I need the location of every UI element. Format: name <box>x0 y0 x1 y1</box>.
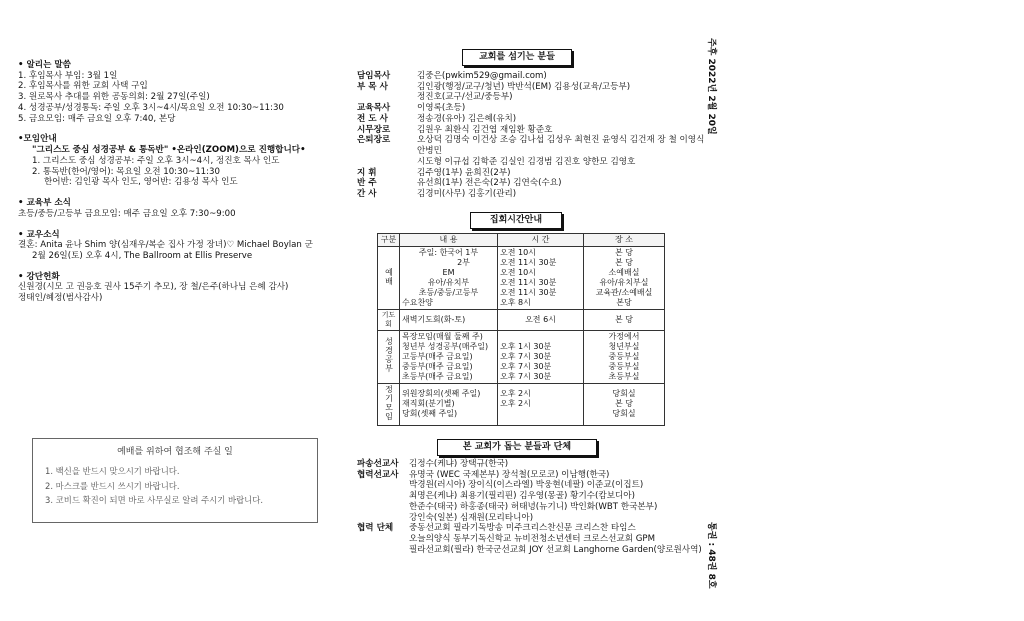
meeting-place: 당회실 <box>612 389 636 398</box>
mission-value: 중동선교회 필라기독방송 미주크리스찬신문 크리스찬 타임스 <box>409 523 636 534</box>
announcement-line: 3. 원로목사 추대를 위한 공동의회: 2월 27일(주일) <box>18 92 210 103</box>
schedule-header: 장 소 <box>584 234 665 247</box>
mission-label <box>357 545 409 556</box>
staff-value: 김원우 최환식 김건엽 재임환 황준호 <box>417 124 553 135</box>
growth-place: 초등부실 <box>608 371 640 381</box>
mission-label <box>357 502 409 513</box>
altar-flowers-section <box>18 272 338 304</box>
announcement-line: 2. 후임목사를 위한 교회 사택 구입 <box>18 81 148 92</box>
schedule-row-meetings <box>378 383 665 425</box>
growth-time: 오후 1시 30분 <box>500 341 552 351</box>
staff-row <box>357 146 687 157</box>
staff-label <box>357 157 417 168</box>
worship-place: 교육관/소예배실 <box>595 288 653 297</box>
mission-row <box>357 459 687 470</box>
growth-time: 오후 7시 30분 <box>500 351 552 361</box>
growth-content: 초등부(매주 금요일) <box>402 371 473 381</box>
meeting-line: 1. 그리스도 중심 성경공부: 주일 오후 3시~4시, 정진호 목사 인도 <box>32 155 280 166</box>
meetings-section <box>18 134 338 188</box>
worship-content: 수요찬양 <box>402 298 433 307</box>
meeting-place: 본 당 <box>615 399 633 408</box>
staff-row <box>357 114 687 125</box>
staff-label: 전 도 사 <box>357 113 388 124</box>
category-label: 정기모임 <box>384 384 394 421</box>
staff-value: 안병민 <box>417 146 442 157</box>
section-title: • 알리는 말씀 <box>18 60 71 70</box>
worship-content: 주일: 한국어 1부 <box>418 248 479 257</box>
mission-value: 유명국 (WEC 국제본부) 장석철(모로코) 이남행(한국) <box>409 469 610 480</box>
issue-number: 통권 : 48권 8호 <box>706 522 716 589</box>
mission-value: 필라선교회(필라) 한국군선교회 JOY 선교회 Langhorne Garden(양로원사역) <box>409 544 702 555</box>
mission-label <box>357 534 409 545</box>
meeting-time <box>500 409 581 419</box>
growth-content: 청년부 성경공부(매주일) <box>402 341 489 351</box>
worship-time: 오후 8시 <box>500 298 531 307</box>
schedule-row-worship <box>378 247 665 310</box>
schedule-table <box>377 233 665 426</box>
worship-place: 본 당 <box>615 258 633 267</box>
mission-row <box>357 480 687 491</box>
announcements-section <box>18 60 338 124</box>
education-line: 초등/중등/고등부 금요모임: 매주 금요일 오후 7:30~9:00 <box>18 208 236 219</box>
category-label: 예배 <box>384 267 394 286</box>
meeting-line: 한어반: 김인광 목사 인도, 영어반: 김용성 목사 인도 <box>44 177 238 188</box>
staff-value: 김중은(pwkim529@gmail.com) <box>417 71 547 81</box>
schedule-header: 구분 <box>378 234 400 247</box>
staff-value: 유선희(1부) 전은숙(2부) 김연숙(수요) <box>417 178 562 189</box>
staff-label: 간 사 <box>357 189 377 200</box>
staff-row <box>357 103 687 114</box>
mission-value: 오늘의양식 동부기독신학교 뉴비전청소년센터 크로스선교회 GPM <box>409 534 656 545</box>
mission-label <box>357 513 409 524</box>
worship-time: 오전 11시 30분 <box>500 258 557 267</box>
staff-label: 교육목사 <box>357 103 391 114</box>
staff-row <box>357 189 687 200</box>
schedule-row-prayer <box>378 310 665 331</box>
meeting-time: 오후 2시 <box>500 389 531 398</box>
staff-row <box>357 178 687 189</box>
staff-label <box>357 92 417 103</box>
staff-list <box>357 71 705 200</box>
growth-time: 오후 7시 30분 <box>500 371 552 381</box>
announcements-column <box>18 60 338 314</box>
announcement-line: 5. 금요모임: 매주 금요일 오후 7:40, 본당 <box>18 113 176 124</box>
staff-value: 이영록(초등) <box>417 103 466 114</box>
worship-place: 본 당 <box>615 248 633 257</box>
mission-label: 협력 단체 <box>357 523 394 534</box>
staff-value: 김경미(사무) 김홍기(관리) <box>417 189 517 200</box>
worship-content: 유아/유치부 <box>427 278 470 287</box>
meeting-content: 위원장회의(셋째 주일) <box>402 389 481 398</box>
covid-notice-box <box>32 438 318 523</box>
member-news-section <box>18 230 338 262</box>
mission-title: 본 교회가 돕는 분들과 단체 <box>437 439 597 456</box>
mission-value: 김정수(케냐) 장택규(한국) <box>409 459 509 469</box>
staff-row <box>357 125 687 136</box>
staff-row <box>357 157 687 168</box>
growth-place: 중등부실 <box>608 351 640 361</box>
mission-row <box>357 491 687 502</box>
staff-label: 은퇴장로 <box>357 135 391 146</box>
mission-value: 강인숙(일본) 심재원(모리타니아) <box>409 512 534 523</box>
mission-row <box>357 513 687 524</box>
staff-value: 김인광(행정/교구/청년) 박반석(EM) 김용성(교육/고등부) <box>417 81 631 92</box>
member-news-line: 2월 26일(토) 오후 4시, The Ballroom at Ellis Preserve <box>32 251 253 262</box>
meeting-place: 당회실 <box>612 409 636 418</box>
notice-item: 1. 백신을 반드시 맞으시기 바랍니다. <box>45 466 180 477</box>
staff-label: 담임목사 <box>357 71 391 81</box>
mission-list <box>357 459 702 556</box>
staff-label: 반 주 <box>357 178 377 189</box>
worship-content: EM <box>442 268 455 277</box>
worship-time: 오전 11시 30분 <box>500 278 557 287</box>
growth-place: 중등부실 <box>608 361 640 371</box>
notice-title: 예배를 위하여 협조해 주실 일 <box>117 447 233 457</box>
staff-title: 교회를 섬기는 분들 <box>462 49 572 66</box>
section-title: • 교우소식 <box>18 229 60 240</box>
meeting-content: 재직회(분기별) <box>402 399 455 408</box>
worship-content: 초등/중등/고등부 <box>418 288 479 297</box>
section-title: • 강단헌화 <box>18 271 60 282</box>
category-label: 기도회 <box>378 310 400 331</box>
staff-value: 정진호(교구/선교/중등부) <box>417 92 513 103</box>
schedule-header-row <box>378 234 665 247</box>
staff-row <box>357 135 705 146</box>
meeting-time: 오후 2시 <box>500 399 531 408</box>
notice-item: 3. 코비드 확진이 되면 바로 사무실로 알려 주시기 바랍니다. <box>45 495 264 506</box>
schedule-title: 집회시간안내 <box>470 212 562 229</box>
staff-row <box>357 92 687 103</box>
worship-place: 유아/유치부실 <box>599 278 649 287</box>
growth-place: 가정에서 <box>608 331 640 341</box>
category-label: 성경공부 <box>384 337 394 373</box>
growth-content: 목장모임(매월 둘째 주) <box>402 331 483 341</box>
announcement-line: 4. 성경공부/성경통독: 주일 오후 3시~4시/목요일 오전 10:30~11:30 <box>18 102 284 113</box>
education-section <box>18 198 338 219</box>
staff-label <box>357 146 417 157</box>
staff-row <box>357 168 687 179</box>
worship-place: 소예배실 <box>608 268 640 277</box>
meeting-line: "그리스도 중심 성경공부 & 통독반" •온라인(ZOOM)으로 진행합니다• <box>32 145 306 156</box>
worship-time: 오전 10시 <box>500 248 536 257</box>
meeting-content: 당회(셋째 주일) <box>402 409 458 418</box>
meeting-line: 2. 통독반(한어/영어): 목요일 오전 10:30~11:30 <box>32 166 220 177</box>
bulletin-date: 주후 2022년 2월 20일 <box>706 38 716 135</box>
mission-label: 파송선교사 <box>357 459 399 469</box>
altar-flowers-line: 신원경(시모 고 권응호 권사 15주기 추모), 장 철/은주(하나님 은혜 감사) <box>18 282 289 293</box>
prayer-place: 본 당 <box>584 310 665 331</box>
schedule-header: 내 용 <box>400 234 498 247</box>
mission-label <box>357 480 409 491</box>
mission-value: 최명은(케냐) 최용기(필리핀) 김우영(몽골) 황기수(캄보디아) <box>409 491 635 502</box>
mission-value: 박경원(러시아) 장이식(이스라엘) 박웅현(네팔) 이준교(이집트) <box>409 480 644 491</box>
staff-value: 시도형 이규섭 김학준 김실인 김경범 김진호 양한모 김영호 <box>417 156 636 167</box>
growth-time <box>500 332 581 342</box>
mission-row <box>357 544 702 556</box>
announcement-line: 1. 후임목사 부임: 3월 1일 <box>18 70 118 81</box>
section-title: • 교육부 소식 <box>18 198 71 209</box>
staff-label: 시무장로 <box>357 124 391 135</box>
growth-time: 오후 7시 30분 <box>500 361 552 371</box>
mission-row <box>357 502 687 513</box>
prayer-time: 오전 6시 <box>498 310 584 331</box>
staff-value: 김주영(1부) 윤희진(2부) <box>417 167 511 178</box>
mission-row <box>357 470 687 481</box>
member-news-line: 결혼: Anita 윤나 Shim 양(심재우/복순 집사 가정 장녀)♡ Michael Boylan 군 <box>18 240 313 251</box>
section-title: •모임안내 <box>18 134 57 145</box>
altar-flowers-line: 정태인/혜정(범사감사) <box>18 293 103 304</box>
worship-time: 오전 11시 30분 <box>500 288 557 297</box>
prayer-content: 새벽기도회(화-토) <box>400 310 498 331</box>
worship-time: 오전 10시 <box>500 268 536 277</box>
mission-label <box>357 491 409 502</box>
mission-row <box>357 523 687 534</box>
staff-value: 정송경(유아) 김은혜(유치) <box>417 113 517 124</box>
mission-value: 한준수(태국) 하홍종(태국) 허태녕(뉴기니) 박인화(WBT 한국본부) <box>409 501 658 512</box>
schedule-row-growth <box>378 330 665 383</box>
growth-content: 고등부(매주 금요일) <box>402 351 473 361</box>
mission-label: 협력선교사 <box>357 469 399 480</box>
staff-label: 부 목 사 <box>357 81 388 92</box>
staff-label: 지 휘 <box>357 167 377 178</box>
mission-row <box>357 534 687 545</box>
staff-row <box>357 82 687 93</box>
worship-place: 본당 <box>616 298 632 307</box>
growth-content: 중등부(매주 금요일) <box>402 361 473 371</box>
worship-content: 2부 <box>457 258 470 267</box>
staff-value: 오상덕 김명숙 이건상 조승 김나섭 김성우 최현진 윤영식 김건재 장 철 이영식 <box>417 135 705 146</box>
growth-place: 청년부실 <box>608 341 640 351</box>
notice-item: 2. 마스크를 반드시 쓰시기 바랍니다. <box>45 480 180 491</box>
schedule-header: 시 간 <box>498 234 584 247</box>
staff-row <box>357 71 687 82</box>
